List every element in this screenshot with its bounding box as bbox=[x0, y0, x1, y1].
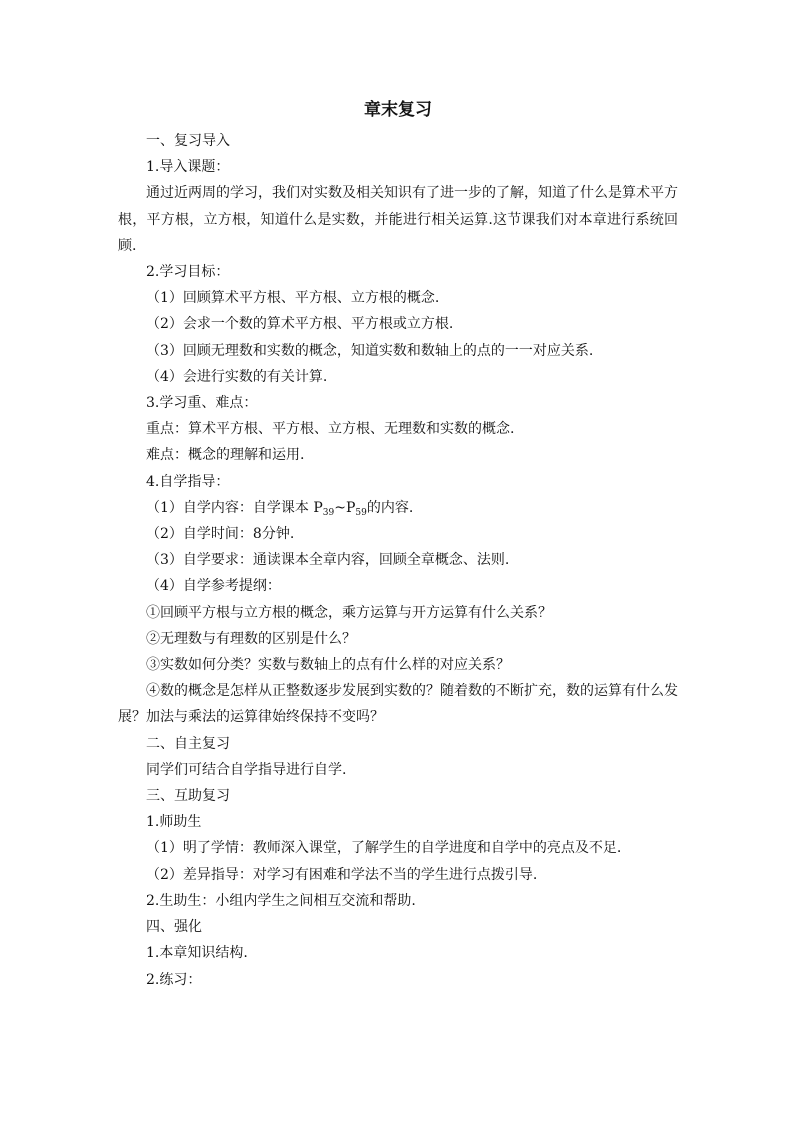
text-line: （3）回顾无理数和实数的概念，知道实数和数轴上的点的一一对应关系. bbox=[146, 342, 594, 359]
text-line: （3）自学要求：通读课本全章内容，回顾全章概念、法则. bbox=[146, 552, 510, 569]
text-line: 通过近两周的学习，我们对实数及相关知识有了进一步的了解，知道了什么是算术平方根，平方根，立方根，知道什么是实数，并能进行相关运算.这节课我们对本章进行系统回顾. bbox=[118, 185, 678, 254]
text-line: 四、强化 bbox=[146, 919, 202, 936]
text-line: （4）会进行实数的有关计算. bbox=[146, 368, 328, 385]
text-line: （1）明了学情：教师深入课堂，了解学生的自学进度和自学中的亮点及不足. bbox=[146, 840, 622, 857]
text-line: 1.本章知识结构. bbox=[146, 945, 248, 962]
section-block-1 bbox=[118, 128, 678, 495]
self-content-prefix: （1）自学内容：自学课本 P bbox=[146, 499, 323, 516]
text-line: 2.练习： bbox=[146, 971, 202, 988]
text-line: ③实数如何分类？实数与数轴上的点有什么样的对应关系？ bbox=[146, 657, 510, 674]
text-line: 1.导入课题： bbox=[146, 159, 230, 176]
text-line: 3.学习重、难点： bbox=[146, 395, 258, 412]
document-body bbox=[118, 96, 678, 993]
text-line: （2）会求一个数的算术平方根、平方根或立方根. bbox=[146, 316, 454, 333]
page-title: 章末复习 bbox=[364, 100, 432, 120]
text-line: 4.自学指导： bbox=[146, 473, 230, 490]
page-end-subscript: 59 bbox=[355, 507, 367, 518]
text-line: ①回顾平方根与立方根的概念，乘方运算与开方运算有什么关系？ bbox=[146, 604, 552, 621]
text-line: （1）回顾算术平方根、平方根、立方根的概念. bbox=[146, 290, 440, 307]
text-line: 2.生助生：小组内学生之间相互交流和帮助. bbox=[146, 892, 416, 909]
text-line: （4）自学参考提纲： bbox=[146, 578, 281, 595]
text-line: ②无理数与有理数的区别是什么？ bbox=[146, 630, 356, 647]
text-line: （2）差异指导：对学习有困难和学法不当的学生进行点拨引导. bbox=[146, 866, 538, 883]
text-line: 难点：概念的理解和运用. bbox=[146, 447, 305, 464]
text-line: ④数的概念是怎样从正整数逐步发展到实数的？随着数的不断扩充，数的运算有什么发展？加法与乘法的运算律始终保持不变吗？ bbox=[118, 683, 678, 726]
page-range-separator: ~P bbox=[334, 499, 356, 516]
section-block-2 bbox=[118, 521, 678, 993]
text-line: （2）自学时间：8分钟. bbox=[146, 526, 295, 543]
text-line: 同学们可结合自学指导进行自学. bbox=[146, 761, 347, 778]
text-line: 重点：算术平方根、平方根、立方根、无理数和实数的概念. bbox=[146, 421, 515, 438]
self-study-content-line bbox=[118, 495, 678, 521]
self-content-suffix: 的内容. bbox=[366, 499, 414, 516]
text-line: 二、自主复习 bbox=[146, 735, 230, 752]
text-line: 1.师助生 bbox=[146, 814, 202, 831]
text-line: 一、复习导入 bbox=[146, 133, 230, 149]
text-line: 三、互助复习 bbox=[146, 788, 230, 805]
page-start-subscript: 39 bbox=[322, 507, 335, 518]
text-line: 2.学习目标： bbox=[146, 264, 230, 281]
